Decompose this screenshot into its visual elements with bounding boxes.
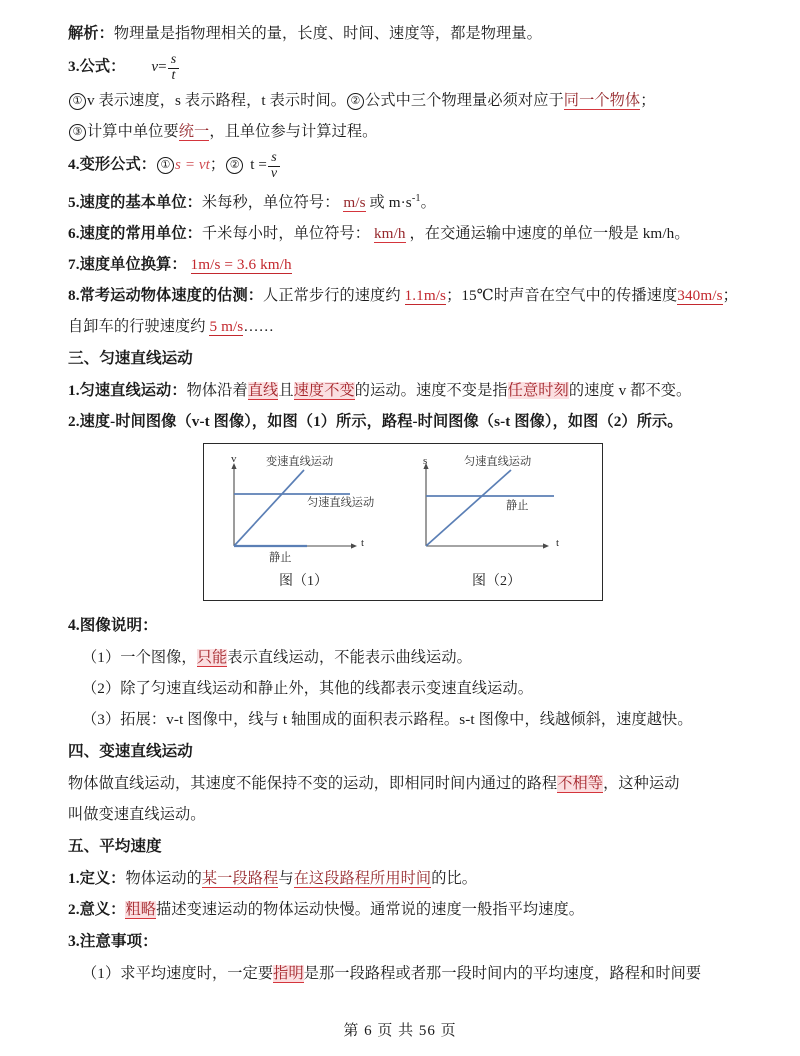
page-footer: 第 6 页 共 56 页: [343, 1023, 457, 1039]
highlight-not-equal: 不相等: [557, 775, 604, 793]
s5-item-2: [68, 894, 738, 925]
s4-body-line1: [68, 768, 738, 799]
s4-text-b: ，这种运动: [603, 775, 680, 793]
s5i31-text-a: 求平均速度时，一定要: [120, 965, 274, 983]
analysis-text: 物理量是指物理相关的量，长度、时间、速度等，都是物理量。: [113, 25, 542, 42]
item7-label: 7.速度单位换算：: [68, 256, 187, 274]
item5-text-b: 或 m·s: [369, 194, 412, 212]
highlight-time-for-distance: 在这段路程所用时间: [293, 870, 432, 888]
formula-separator: ；: [209, 156, 226, 173]
s5-item-3-1: [68, 958, 738, 989]
chart1-label-uniform: 匀速直线运动: [307, 497, 375, 510]
item5-text-c: 。: [420, 194, 436, 212]
circled-number-2: ②: [347, 93, 364, 110]
item-6-common-unit: [68, 218, 738, 249]
graphs-figure: [203, 443, 603, 601]
s5i2-label: 2.意义：: [68, 901, 126, 919]
highlight-unify: 统一: [178, 123, 210, 140]
s4-body-line2: 叫做变速直线运动。: [68, 806, 206, 824]
chart1-caption: 图（1）: [279, 574, 328, 590]
speed-formula: v= $\frac{s}{t}$: [151, 59, 180, 75]
formula-item-4: [68, 147, 738, 183]
circled-number-1: ①: [69, 93, 86, 110]
s3i42-text: 除了匀速直线运动和静止外，其他的线都表示变速直线运动。: [120, 680, 534, 698]
chart2-caption: 图（2）: [472, 574, 521, 590]
circled-number-2b: ②: [226, 157, 243, 174]
formula-s-equals-vt: s = vt: [175, 157, 210, 173]
note1-text-b: 公式中三个物理量必须对应于: [365, 92, 564, 109]
item6-text-b: ，在交通运输中速度的单位一般是 km/h。: [409, 225, 690, 243]
s3-item-4-2: [68, 673, 738, 704]
highlight-walking-speed: 1.1m/s: [404, 287, 447, 305]
s3i43-text: 拓展：v-t 图像中，线与 t 轴围成的面积表示路程。s-t 图像中，线越倾斜，速度越快。: [120, 711, 693, 729]
section-heading-4: 四、变速直线运动: [68, 743, 193, 761]
chart2-y-axis-label: s: [423, 455, 428, 468]
formula-item-3: [68, 49, 738, 85]
item-8-speed-estimates: [68, 280, 738, 342]
note1-text-a: v 表示速度，s 表示路程，t 表示时间。: [87, 92, 347, 109]
chart2-uniform-line: [426, 470, 511, 546]
item8-text-a: 人正常步行的速度约: [263, 287, 405, 305]
chart1-x-arrow: [351, 543, 357, 548]
section-heading-5: 五、平均速度: [68, 838, 162, 856]
s3-item-4-heading: 4.图像说明：: [68, 617, 158, 635]
transform-formula-label: 4.变形公式：: [68, 156, 157, 173]
chart2-x-arrow: [543, 543, 549, 548]
s3i41-text-a: 一个图像，: [120, 649, 197, 667]
item-7-unit-conversion: [68, 249, 738, 280]
formula-note-1: [68, 85, 738, 116]
circled-number-3: ③: [69, 124, 86, 141]
highlight-constant-speed: 速度不变: [293, 382, 355, 400]
s4-text-a: 物体做直线运动，其速度不能保持不变的运动，即相同时间内通过的路程: [68, 775, 558, 793]
item5-text-a: 米每秒，单位符号：: [201, 194, 340, 212]
item6-label: 6.速度的常用单位：: [68, 225, 202, 243]
item8-label: 8.常考运动物体速度的估测：: [68, 287, 264, 305]
s5-item-3-heading: 3.注意事项：: [68, 933, 158, 951]
s3i43-marker: （3）: [82, 711, 121, 729]
highlight-any-moment: 任意时刻: [507, 382, 569, 400]
s3-item-4-1: [68, 642, 738, 673]
s5i1-label: 1.定义：: [68, 870, 126, 888]
highlight-specify: 指明: [273, 965, 304, 983]
chart2-label-rest: 静止: [506, 500, 529, 513]
highlight-only-can: 只能: [196, 649, 228, 667]
s5i31-marker: （1）: [82, 965, 121, 983]
s3-item-4-3: [68, 704, 738, 735]
s5i31-text-b: 是那一段路程或者那一段时间内的平均速度，路程和时间要: [303, 965, 702, 983]
item-5-basic-unit: [68, 183, 738, 218]
chart2-label-uniform: 匀速直线运动: [464, 456, 532, 469]
s3-item-2: 2.速度-时间图像（v-t 图像），如图（1）所示，路程-时间图像（s-t 图像），如图（2）所示。: [68, 413, 683, 431]
highlight-straight-line: 直线: [247, 382, 279, 400]
s3i41-text-b: 表示直线运动，不能表示曲线运动。: [227, 649, 472, 667]
s5-item-1: [68, 863, 738, 894]
highlight-some-distance: 某一段路程: [201, 870, 279, 888]
section-heading-3: 三、匀速直线运动: [68, 350, 193, 368]
item5-label: 5.速度的基本单位：: [68, 194, 202, 212]
s3item1-text-a: 物体沿着: [186, 382, 248, 400]
note2-text-end: ，且单位参与计算过程。: [209, 123, 378, 140]
highlight-same-object: 同一个物体: [563, 92, 641, 109]
chart1-x-axis-label: t: [361, 537, 365, 550]
fraction-s-over-t: $\frac{s}{t}$: [168, 53, 180, 83]
s3item1-label: 1.匀速直线运动：: [68, 382, 187, 400]
s3item1-text-d: 的速度 v 都不变。: [568, 382, 692, 400]
note1-text-end: ；: [640, 92, 656, 109]
highlight-roughly: 粗略: [125, 901, 157, 919]
item6-text-a: 千米每小时，单位符号：: [201, 225, 371, 243]
item5-superscript: -1: [411, 193, 421, 204]
s5i1-text-a: 物体运动的: [125, 870, 202, 888]
analysis-label: 解析：: [68, 25, 114, 42]
analysis-line: [68, 18, 738, 49]
s5i2-text: 描述变速运动的物体运动快慢。通常说的速度一般指平均速度。: [156, 901, 585, 919]
highlight-truck-speed: 5 m/s: [209, 318, 244, 336]
item8-text-b: ；15℃时声音在空气中的传播速度: [446, 287, 678, 305]
s3item1-text-c: 的运动。速度不变是指: [354, 382, 508, 400]
item8-text-c: ；自卸车的行驶速度约: [68, 287, 738, 336]
highlight-conversion: 1m/s = 3.6 km/h: [190, 256, 292, 274]
s3-item-1: [68, 375, 738, 406]
chart1-y-axis-label: v: [231, 453, 237, 466]
highlight-kmh: km/h: [373, 225, 406, 243]
chart1-label-rest: 静止: [269, 552, 292, 565]
highlight-ms: m/s: [343, 194, 366, 212]
item8-text-d: ……: [243, 318, 274, 336]
formula-t-equals-s-over-v: t = $\frac{s}{v}$: [250, 157, 281, 173]
chart2-x-axis-label: t: [556, 537, 560, 550]
s3item1-text-b: 且: [278, 382, 294, 400]
chart1-label-accelerating: 变速直线运动: [266, 456, 334, 469]
formula-label: 3.公式：: [68, 58, 126, 75]
formula-note-2: [68, 116, 738, 147]
fraction-s-over-v: $\frac{s}{v}$: [268, 151, 280, 181]
highlight-sound-speed: 340m/s: [677, 287, 723, 305]
chart1-accelerating-line: [234, 470, 304, 546]
note2-text-a: 计算中单位要: [87, 123, 179, 140]
s3i42-marker: （2）: [82, 680, 121, 698]
s5i1-text-b: 与: [278, 870, 294, 888]
s3i41-marker: （1）: [82, 649, 121, 667]
s5i1-text-c: 的比。: [431, 870, 478, 888]
circled-number-1b: ①: [157, 157, 174, 174]
